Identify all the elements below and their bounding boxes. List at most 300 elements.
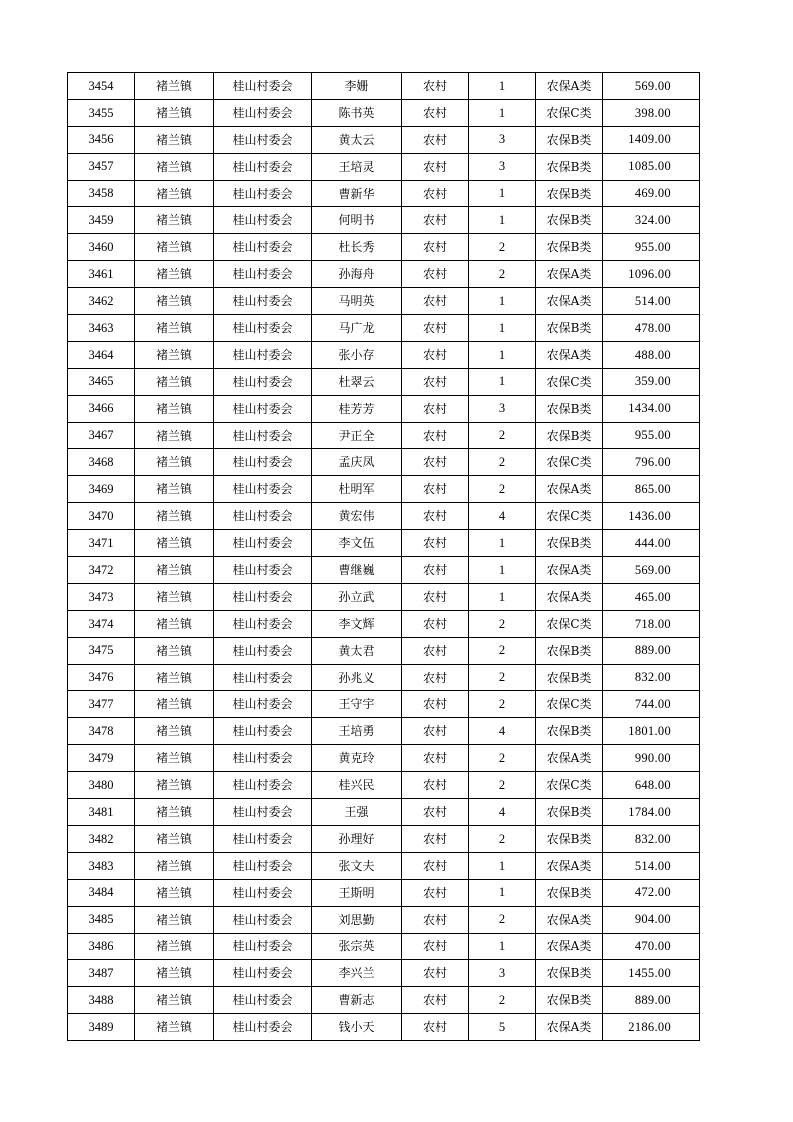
cell-category: 农保B类: [536, 126, 603, 153]
cell-id: 3482: [68, 825, 135, 852]
cell-category: 农保B类: [536, 799, 603, 826]
cell-household-count: 3: [469, 395, 536, 422]
cell-area-type: 农村: [402, 530, 469, 557]
cell-id: 3475: [68, 637, 135, 664]
cell-category: 农保B类: [536, 395, 603, 422]
table-row: [68, 341, 700, 368]
cell-id: 3485: [68, 906, 135, 933]
cell-id: 3458: [68, 180, 135, 207]
cell-village: 桂山村委会: [214, 825, 312, 852]
cell-name: 曹新志: [312, 987, 402, 1014]
cell-household-count: 1: [469, 288, 536, 315]
cell-id: 3480: [68, 772, 135, 799]
cell-category: 农保A类: [536, 73, 603, 100]
cell-category: 农保A类: [536, 476, 603, 503]
cell-town: 褚兰镇: [135, 99, 214, 126]
cell-village: 桂山村委会: [214, 987, 312, 1014]
table-row: [68, 799, 700, 826]
cell-household-count: 1: [469, 73, 536, 100]
cell-area-type: 农村: [402, 395, 469, 422]
cell-amount: 904.00: [603, 906, 700, 933]
cell-household-count: 3: [469, 960, 536, 987]
cell-village: 桂山村委会: [214, 933, 312, 960]
table-row: [68, 207, 700, 234]
cell-household-count: 1: [469, 341, 536, 368]
cell-town: 褚兰镇: [135, 1014, 214, 1041]
cell-category: 农保B类: [536, 530, 603, 557]
cell-amount: 465.00: [603, 583, 700, 610]
cell-name: 刘思勤: [312, 906, 402, 933]
cell-name: 孙理好: [312, 825, 402, 852]
table-row: [68, 933, 700, 960]
cell-amount: 514.00: [603, 288, 700, 315]
cell-name: 钱小天: [312, 1014, 402, 1041]
cell-name: 黄太云: [312, 126, 402, 153]
cell-name: 李文辉: [312, 610, 402, 637]
cell-household-count: 1: [469, 583, 536, 610]
cell-household-count: 1: [469, 207, 536, 234]
cell-village: 桂山村委会: [214, 745, 312, 772]
cell-household-count: 2: [469, 825, 536, 852]
cell-household-count: 1: [469, 557, 536, 584]
cell-household-count: 4: [469, 718, 536, 745]
cell-area-type: 农村: [402, 799, 469, 826]
cell-amount: 744.00: [603, 691, 700, 718]
table-row: [68, 422, 700, 449]
cell-household-count: 1: [469, 879, 536, 906]
table-row: [68, 73, 700, 100]
cell-category: 农保B类: [536, 315, 603, 342]
cell-household-count: 3: [469, 153, 536, 180]
cell-id: 3467: [68, 422, 135, 449]
cell-town: 褚兰镇: [135, 745, 214, 772]
cell-household-count: 4: [469, 503, 536, 530]
cell-name: 孙立武: [312, 583, 402, 610]
cell-town: 褚兰镇: [135, 987, 214, 1014]
cell-category: 农保B类: [536, 234, 603, 261]
table-row: [68, 261, 700, 288]
cell-household-count: 2: [469, 261, 536, 288]
cell-area-type: 农村: [402, 933, 469, 960]
cell-id: 3469: [68, 476, 135, 503]
cell-household-count: 2: [469, 234, 536, 261]
cell-category: 农保A类: [536, 933, 603, 960]
cell-area-type: 农村: [402, 637, 469, 664]
table-row: [68, 153, 700, 180]
cell-amount: 865.00: [603, 476, 700, 503]
cell-name: 李兴兰: [312, 960, 402, 987]
cell-amount: 569.00: [603, 557, 700, 584]
cell-name: 王培灵: [312, 153, 402, 180]
cell-amount: 889.00: [603, 987, 700, 1014]
cell-town: 褚兰镇: [135, 530, 214, 557]
cell-town: 褚兰镇: [135, 73, 214, 100]
cell-amount: 1096.00: [603, 261, 700, 288]
cell-amount: 1434.00: [603, 395, 700, 422]
cell-area-type: 农村: [402, 288, 469, 315]
cell-id: 3464: [68, 341, 135, 368]
cell-town: 褚兰镇: [135, 395, 214, 422]
cell-area-type: 农村: [402, 422, 469, 449]
cell-id: 3489: [68, 1014, 135, 1041]
cell-name: 王守宇: [312, 691, 402, 718]
cell-id: 3481: [68, 799, 135, 826]
cell-category: 农保C类: [536, 610, 603, 637]
cell-household-count: 2: [469, 422, 536, 449]
cell-category: 农保B类: [536, 960, 603, 987]
table-row: [68, 825, 700, 852]
cell-name: 杜明军: [312, 476, 402, 503]
cell-category: 农保A类: [536, 288, 603, 315]
cell-area-type: 农村: [402, 852, 469, 879]
cell-name: 尹正全: [312, 422, 402, 449]
cell-id: 3476: [68, 664, 135, 691]
cell-id: 3474: [68, 610, 135, 637]
cell-id: 3465: [68, 368, 135, 395]
cell-household-count: 1: [469, 933, 536, 960]
cell-name: 曹继巍: [312, 557, 402, 584]
cell-amount: 718.00: [603, 610, 700, 637]
cell-household-count: 2: [469, 745, 536, 772]
cell-area-type: 农村: [402, 180, 469, 207]
cell-amount: 832.00: [603, 664, 700, 691]
cell-village: 桂山村委会: [214, 341, 312, 368]
cell-category: 农保B类: [536, 207, 603, 234]
cell-household-count: 2: [469, 449, 536, 476]
cell-name: 李姗: [312, 73, 402, 100]
cell-name: 陈书英: [312, 99, 402, 126]
table-row: [68, 987, 700, 1014]
cell-village: 桂山村委会: [214, 315, 312, 342]
cell-category: 农保C类: [536, 99, 603, 126]
cell-town: 褚兰镇: [135, 664, 214, 691]
cell-town: 褚兰镇: [135, 234, 214, 261]
cell-amount: 488.00: [603, 341, 700, 368]
cell-village: 桂山村委会: [214, 126, 312, 153]
cell-name: 马明英: [312, 288, 402, 315]
cell-household-count: 1: [469, 99, 536, 126]
cell-area-type: 农村: [402, 772, 469, 799]
cell-town: 褚兰镇: [135, 261, 214, 288]
cell-household-count: 2: [469, 476, 536, 503]
cell-amount: 1085.00: [603, 153, 700, 180]
table-row: [68, 637, 700, 664]
cell-name: 桂兴民: [312, 772, 402, 799]
cell-category: 农保B类: [536, 637, 603, 664]
cell-category: 农保C类: [536, 449, 603, 476]
table-row: [68, 906, 700, 933]
cell-town: 褚兰镇: [135, 718, 214, 745]
cell-amount: 444.00: [603, 530, 700, 557]
cell-id: 3455: [68, 99, 135, 126]
cell-amount: 832.00: [603, 825, 700, 852]
cell-name: 王强: [312, 799, 402, 826]
cell-household-count: 2: [469, 610, 536, 637]
cell-id: 3468: [68, 449, 135, 476]
cell-village: 桂山村委会: [214, 557, 312, 584]
cell-amount: 889.00: [603, 637, 700, 664]
cell-amount: 478.00: [603, 315, 700, 342]
cell-amount: 1409.00: [603, 126, 700, 153]
cell-category: 农保B类: [536, 153, 603, 180]
table-row: [68, 718, 700, 745]
cell-amount: 324.00: [603, 207, 700, 234]
cell-amount: 1436.00: [603, 503, 700, 530]
cell-id: 3466: [68, 395, 135, 422]
cell-village: 桂山村委会: [214, 180, 312, 207]
cell-village: 桂山村委会: [214, 153, 312, 180]
cell-category: 农保C类: [536, 772, 603, 799]
cell-category: 农保A类: [536, 906, 603, 933]
cell-household-count: 2: [469, 987, 536, 1014]
cell-town: 褚兰镇: [135, 610, 214, 637]
cell-village: 桂山村委会: [214, 261, 312, 288]
cell-area-type: 农村: [402, 879, 469, 906]
cell-town: 褚兰镇: [135, 825, 214, 852]
cell-village: 桂山村委会: [214, 73, 312, 100]
cell-name: 张宗英: [312, 933, 402, 960]
cell-id: 3486: [68, 933, 135, 960]
cell-name: 王斯明: [312, 879, 402, 906]
cell-category: 农保B类: [536, 664, 603, 691]
cell-name: 张小存: [312, 341, 402, 368]
cell-category: 农保C类: [536, 503, 603, 530]
cell-id: 3487: [68, 960, 135, 987]
cell-village: 桂山村委会: [214, 395, 312, 422]
cell-category: 农保A类: [536, 261, 603, 288]
cell-category: 农保A类: [536, 745, 603, 772]
cell-area-type: 农村: [402, 960, 469, 987]
cell-household-count: 1: [469, 315, 536, 342]
cell-id: 3462: [68, 288, 135, 315]
cell-amount: 1455.00: [603, 960, 700, 987]
cell-name: 孙兆义: [312, 664, 402, 691]
cell-village: 桂山村委会: [214, 207, 312, 234]
cell-id: 3477: [68, 691, 135, 718]
cell-town: 褚兰镇: [135, 180, 214, 207]
cell-category: 农保A类: [536, 852, 603, 879]
cell-area-type: 农村: [402, 583, 469, 610]
cell-id: 3457: [68, 153, 135, 180]
cell-town: 褚兰镇: [135, 906, 214, 933]
cell-category: 农保C类: [536, 368, 603, 395]
cell-name: 杜翠云: [312, 368, 402, 395]
cell-amount: 472.00: [603, 879, 700, 906]
cell-area-type: 农村: [402, 207, 469, 234]
cell-amount: 514.00: [603, 852, 700, 879]
cell-household-count: 1: [469, 180, 536, 207]
cell-name: 孟庆凤: [312, 449, 402, 476]
table-row: [68, 476, 700, 503]
table-row: [68, 368, 700, 395]
cell-town: 褚兰镇: [135, 583, 214, 610]
cell-category: 农保B类: [536, 718, 603, 745]
cell-category: 农保A类: [536, 1014, 603, 1041]
cell-area-type: 农村: [402, 610, 469, 637]
cell-category: 农保B类: [536, 879, 603, 906]
cell-town: 褚兰镇: [135, 637, 214, 664]
cell-village: 桂山村委会: [214, 503, 312, 530]
cell-area-type: 农村: [402, 987, 469, 1014]
beneficiary-table: [67, 72, 700, 1041]
cell-village: 桂山村委会: [214, 718, 312, 745]
cell-name: 黄宏伟: [312, 503, 402, 530]
cell-category: 农保B类: [536, 825, 603, 852]
cell-name: 孙海舟: [312, 261, 402, 288]
table-row: [68, 288, 700, 315]
cell-village: 桂山村委会: [214, 583, 312, 610]
table-row: [68, 664, 700, 691]
cell-village: 桂山村委会: [214, 852, 312, 879]
cell-amount: 470.00: [603, 933, 700, 960]
cell-household-count: 2: [469, 637, 536, 664]
cell-area-type: 农村: [402, 503, 469, 530]
cell-household-count: 2: [469, 772, 536, 799]
table-row: [68, 1014, 700, 1041]
cell-amount: 398.00: [603, 99, 700, 126]
cell-category: 农保A类: [536, 557, 603, 584]
cell-amount: 955.00: [603, 234, 700, 261]
cell-town: 褚兰镇: [135, 476, 214, 503]
cell-town: 褚兰镇: [135, 315, 214, 342]
table-row: [68, 610, 700, 637]
cell-name: 何明书: [312, 207, 402, 234]
cell-village: 桂山村委会: [214, 99, 312, 126]
cell-village: 桂山村委会: [214, 879, 312, 906]
cell-village: 桂山村委会: [214, 799, 312, 826]
cell-town: 褚兰镇: [135, 852, 214, 879]
cell-town: 褚兰镇: [135, 288, 214, 315]
cell-amount: 990.00: [603, 745, 700, 772]
cell-area-type: 农村: [402, 368, 469, 395]
cell-household-count: 1: [469, 368, 536, 395]
table-row: [68, 852, 700, 879]
cell-town: 褚兰镇: [135, 126, 214, 153]
cell-category: 农保B类: [536, 180, 603, 207]
cell-id: 3471: [68, 530, 135, 557]
cell-id: 3460: [68, 234, 135, 261]
cell-amount: 569.00: [603, 73, 700, 100]
table-row: [68, 960, 700, 987]
cell-village: 桂山村委会: [214, 772, 312, 799]
cell-town: 褚兰镇: [135, 557, 214, 584]
cell-id: 3488: [68, 987, 135, 1014]
cell-household-count: 1: [469, 852, 536, 879]
table-row: [68, 180, 700, 207]
cell-town: 褚兰镇: [135, 933, 214, 960]
cell-amount: 1801.00: [603, 718, 700, 745]
cell-name: 桂芳芳: [312, 395, 402, 422]
cell-name: 黄克玲: [312, 745, 402, 772]
cell-category: 农保B类: [536, 422, 603, 449]
table-row: [68, 691, 700, 718]
cell-amount: 648.00: [603, 772, 700, 799]
cell-id: 3473: [68, 583, 135, 610]
cell-area-type: 农村: [402, 99, 469, 126]
cell-village: 桂山村委会: [214, 449, 312, 476]
cell-name: 黄太君: [312, 637, 402, 664]
cell-town: 褚兰镇: [135, 207, 214, 234]
cell-name: 王培勇: [312, 718, 402, 745]
table-row: [68, 583, 700, 610]
cell-village: 桂山村委会: [214, 906, 312, 933]
cell-area-type: 农村: [402, 906, 469, 933]
cell-id: 3456: [68, 126, 135, 153]
cell-id: 3478: [68, 718, 135, 745]
cell-id: 3454: [68, 73, 135, 100]
cell-amount: 1784.00: [603, 799, 700, 826]
table-row: [68, 745, 700, 772]
table-row: [68, 395, 700, 422]
cell-area-type: 农村: [402, 825, 469, 852]
cell-id: 3483: [68, 852, 135, 879]
cell-category: 农保C类: [536, 691, 603, 718]
table-row: [68, 99, 700, 126]
table-row: [68, 772, 700, 799]
cell-name: 曹新华: [312, 180, 402, 207]
table-row: [68, 503, 700, 530]
cell-amount: 469.00: [603, 180, 700, 207]
cell-area-type: 农村: [402, 73, 469, 100]
cell-town: 褚兰镇: [135, 960, 214, 987]
cell-id: 3472: [68, 557, 135, 584]
cell-household-count: 3: [469, 126, 536, 153]
cell-village: 桂山村委会: [214, 1014, 312, 1041]
cell-village: 桂山村委会: [214, 368, 312, 395]
cell-town: 褚兰镇: [135, 153, 214, 180]
cell-town: 褚兰镇: [135, 422, 214, 449]
cell-category: 农保B类: [536, 987, 603, 1014]
table-row: [68, 315, 700, 342]
cell-town: 褚兰镇: [135, 879, 214, 906]
cell-town: 褚兰镇: [135, 772, 214, 799]
cell-village: 桂山村委会: [214, 530, 312, 557]
cell-id: 3459: [68, 207, 135, 234]
cell-village: 桂山村委会: [214, 610, 312, 637]
cell-town: 褚兰镇: [135, 341, 214, 368]
cell-area-type: 农村: [402, 234, 469, 261]
cell-amount: 359.00: [603, 368, 700, 395]
cell-area-type: 农村: [402, 1014, 469, 1041]
cell-town: 褚兰镇: [135, 368, 214, 395]
cell-household-count: 2: [469, 906, 536, 933]
table-body: [68, 73, 700, 1041]
cell-amount: 796.00: [603, 449, 700, 476]
cell-area-type: 农村: [402, 691, 469, 718]
cell-name: 张文夫: [312, 852, 402, 879]
cell-household-count: 5: [469, 1014, 536, 1041]
cell-area-type: 农村: [402, 476, 469, 503]
cell-village: 桂山村委会: [214, 234, 312, 261]
table-row: [68, 530, 700, 557]
cell-area-type: 农村: [402, 718, 469, 745]
cell-category: 农保A类: [536, 583, 603, 610]
cell-village: 桂山村委会: [214, 476, 312, 503]
table-row: [68, 126, 700, 153]
cell-name: 马广龙: [312, 315, 402, 342]
table-row: [68, 879, 700, 906]
cell-name: 杜长秀: [312, 234, 402, 261]
cell-village: 桂山村委会: [214, 664, 312, 691]
cell-area-type: 农村: [402, 449, 469, 476]
cell-area-type: 农村: [402, 557, 469, 584]
cell-village: 桂山村委会: [214, 637, 312, 664]
cell-id: 3461: [68, 261, 135, 288]
cell-id: 3484: [68, 879, 135, 906]
cell-household-count: 2: [469, 664, 536, 691]
cell-village: 桂山村委会: [214, 691, 312, 718]
cell-name: 李文伍: [312, 530, 402, 557]
